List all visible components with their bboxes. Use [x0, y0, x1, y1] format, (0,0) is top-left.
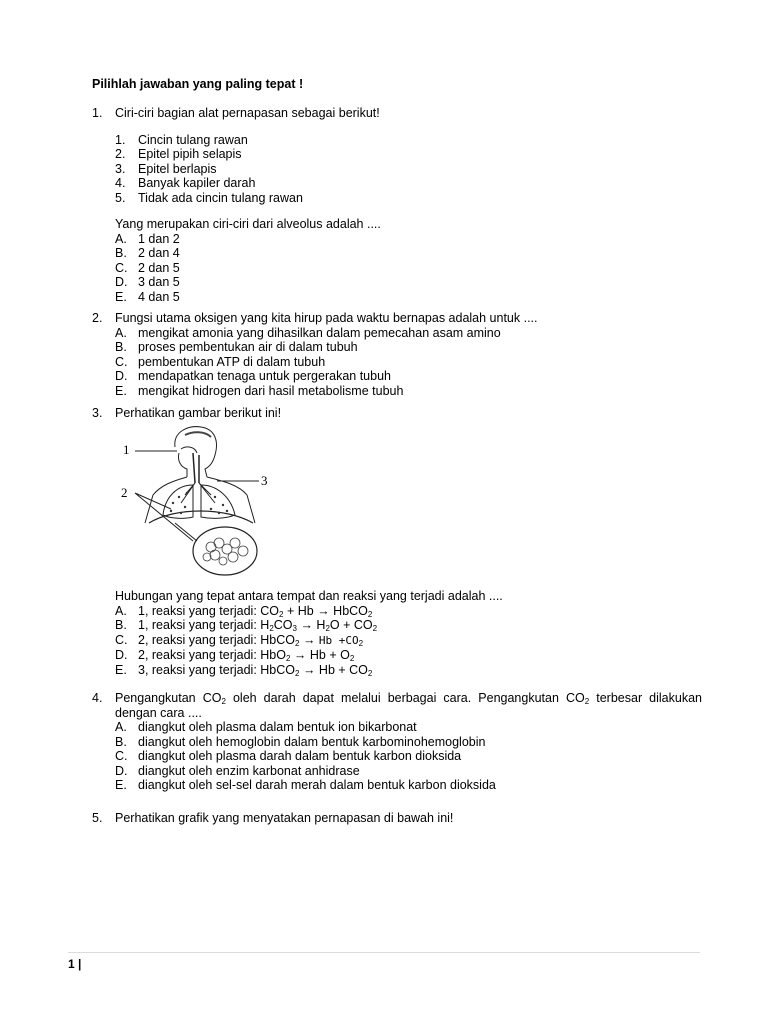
question-number: 2. — [92, 311, 103, 325]
question-text: Ciri-ciri bagian alat pernapasan sebagai berikut! — [115, 106, 380, 120]
question-prompt: Hubungan yang tepat antara tempat dan reaksi yang terjadi adalah .... — [115, 589, 503, 603]
answer-option[interactable]: B. proses pembentukan air di dalam tubuh — [115, 340, 358, 354]
answer-option[interactable]: E. 4 dan 5 — [115, 289, 180, 304]
answer-option[interactable]: A. diangkut oleh plasma dalam bentuk ion bikarbonat — [115, 720, 417, 734]
question-text: Perhatikan gambar berikut ini! — [115, 406, 282, 420]
answer-option[interactable]: C. diangkut oleh plasma darah dalam bentuk karbon dioksida — [115, 749, 462, 763]
question-3-options — [92, 589, 702, 677]
figure-label-1: 1 — [123, 442, 130, 457]
answer-option[interactable]: D. 3 dan 5 — [115, 275, 180, 289]
answer-options — [115, 326, 702, 399]
list-item: 2. Epitel pipih selapis — [115, 147, 242, 161]
question-4 — [92, 691, 702, 793]
answer-options — [115, 232, 702, 305]
answer-option[interactable]: B. 1, reaksi yang terjadi: $H_2CO_3 \to H_2O + CO_2$ — [115, 618, 378, 633]
question-5 — [92, 811, 702, 826]
list-item: 5. Tidak ada cincin tulang rawan — [115, 190, 303, 205]
answer-option[interactable]: A. mengikat amonia yang dihasilkan dalam pemecahan asam amino — [115, 325, 501, 340]
list-item: 3. Epitel berlapis — [115, 161, 217, 176]
answer-option[interactable]: D. 2, reaksi yang terjadi: $HbO_2 \to Hb + O_2$ — [115, 648, 355, 663]
answer-option[interactable]: C. 2 dan 5 — [115, 260, 180, 275]
question-number: 4. — [92, 691, 103, 705]
answer-option[interactable]: C. pembentukan ATP di dalam tubuh — [115, 354, 326, 369]
answer-option[interactable]: E. 3, reaksi yang terjadi: HbCO$_2$ → $Hb + CO_2$ — [115, 662, 373, 678]
answer-option[interactable]: A. 1 dan 2 — [115, 231, 180, 246]
answer-option[interactable]: A. 1, reaksi yang terjadi: $CO_2 + Hb$ → HbCO$_2$ — [115, 603, 373, 619]
answer-options — [115, 720, 702, 793]
answer-options — [115, 604, 702, 678]
question-text: Perhatikan grafik yang menyatakan pernapasan di bawah ini! — [115, 811, 454, 825]
question-2 — [92, 311, 702, 398]
answer-option[interactable]: E. diangkut oleh sel-sel darah merah dalam bentuk karbon dioksida — [115, 778, 496, 792]
page-number: 1 | — [68, 957, 82, 971]
respiratory-system-figure — [115, 423, 285, 581]
question-number: 3. — [92, 406, 103, 420]
answer-option[interactable]: B. diangkut oleh hemoglobin dalam bentuk karbominohemoglobin — [115, 734, 486, 749]
question-prompt: Yang merupakan ciri-ciri dari alveolus adalah .... — [115, 217, 381, 231]
figure-label-3: 3 — [261, 473, 268, 488]
question-1 — [92, 106, 702, 304]
answer-option[interactable]: C. 2, reaksi yang terjadi: HbCO$_2$ → $Hb +CO_2$ — [115, 632, 364, 648]
question-number: 1. — [92, 106, 103, 120]
answer-option[interactable]: D. mendapatkan tenaga untuk pergerakan tubuh — [115, 369, 391, 383]
answer-option[interactable]: E. mengikat hidrogen dari hasil metabolisme tubuh — [115, 383, 404, 398]
list-item: 1. Cincin tulang rawan — [115, 132, 248, 147]
answer-option[interactable]: D. diangkut oleh enzim karbonat anhidrase — [115, 763, 360, 778]
question-3 — [92, 406, 702, 421]
page-title: Pilihlah jawaban yang paling tepat ! — [92, 77, 304, 91]
answer-option[interactable]: B. 2 dan 4 — [115, 246, 180, 260]
figure-label-2: 2 — [121, 485, 128, 500]
question-text: Fungsi utama oksigen yang kita hirup pada waktu bernapas adalah untuk .... — [115, 311, 538, 325]
question-text: Pengangkutan $CO_2$ oleh darah dapat melalui berbagai cara. Pengangkutan $CO_2$ terbesar dilakukan dengan cara .... — [115, 691, 702, 720]
list-item: 4. Banyak kapiler darah — [115, 176, 256, 190]
question-number: 5. — [92, 811, 103, 825]
statement-list — [115, 133, 702, 206]
footer-divider — [68, 952, 700, 953]
respiratory-diagram — [115, 423, 285, 581]
